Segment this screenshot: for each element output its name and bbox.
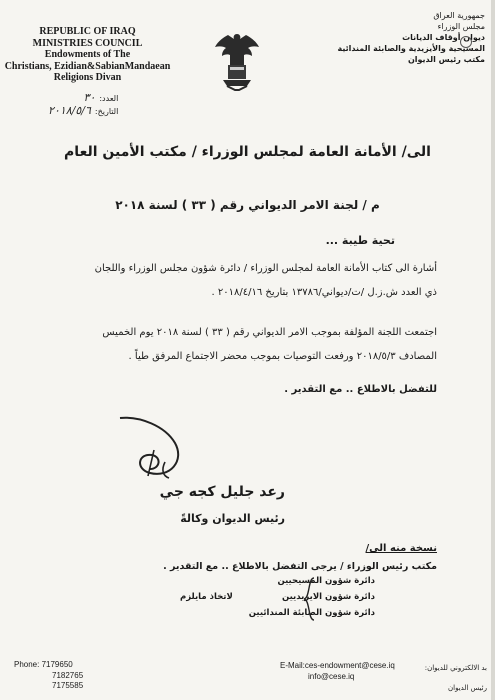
closing-line: للتفضل بالاطلاع .. مع التقدير . [284, 384, 437, 395]
handwritten-signature [110, 410, 190, 490]
letterhead-ar-line: جمهورية العراق [433, 11, 485, 20]
subject-line: م / لجنة الامر الديواني رقم ( ٣٣ ) لسنة ٢٠١٨ [115, 198, 380, 212]
paragraph-1-line-1: أشارة الى كتاب الأمانة العامة لمجلس الوزراء / دائرة شؤون مجلس الوزراء واللجان [94, 263, 437, 274]
letterhead-ar-line: مجلس الوزراء [437, 22, 485, 31]
copies-heading: نسخة منه الى/ [365, 543, 437, 554]
copy-recipient: دائرة شؤون المسيحيين [277, 576, 375, 586]
number-label: العدد: [99, 94, 119, 103]
letterhead-en-line: REPUBLIC OF IRAQ [39, 26, 136, 37]
letterhead-en-line: Religions Divan [53, 72, 122, 83]
phone-number: 7182765 [52, 670, 84, 680]
letterhead-en-line: Christians, Ezidian&SabianMandaean [4, 60, 171, 72]
iraq-eagle-emblem [213, 28, 261, 92]
letterhead-ar-line: مكتب رئيس الديوان [407, 55, 485, 64]
footer-phones [14, 660, 83, 692]
letterhead-ar-line: المسيحية والأيزيدية والصابئة المندائية [337, 44, 485, 53]
phone-number: Phone: 7179650 [14, 660, 73, 669]
letterhead-en-line: Endowments of The [44, 49, 131, 60]
arabic-letterhead [315, 10, 485, 65]
english-letterhead [0, 26, 175, 84]
signatory-name: رعد جليل كجه جي [159, 484, 285, 500]
letterhead-ar-line: ديوان أوقاف الديانات [402, 33, 485, 42]
footer-office: رئيس الديوان [448, 684, 487, 692]
copy-recipient: دائرة شؤون الصابئة المندائيين [248, 608, 375, 618]
addressee-line: الى/ الأمانة العامة لمجلس الوزراء / مكتب الأمين العام [64, 144, 431, 160]
paragraph-1-line-2: ذي العدد ش.ز.ل /ت/ديواني/١٣٧٨٦ بتاريخ ٢٠١٨/٤/١٦ . [211, 287, 437, 298]
page-edge [491, 0, 495, 700]
footer-arabic [377, 662, 487, 694]
number-value: ٣٠ [83, 91, 96, 104]
phone-number: 7175585 [52, 681, 84, 690]
punch-hole [460, 36, 472, 48]
date-label: التاريخ: [94, 107, 119, 116]
copy-recipient: دائرة شؤون الايزيديين [281, 592, 375, 602]
copy-recipient-main: مكتب رئيس الوزراء / يرجى التفضل بالاطلاع .. مع التقدير . [163, 561, 437, 572]
brace-bracket [302, 576, 316, 622]
action-note: لاتخاذ مايلزم [180, 592, 233, 602]
info-email: info@cese.iq [308, 672, 355, 681]
date-value: ٢٠١٨/٥/٦ [48, 104, 91, 117]
paragraph-2-line-2: المصادف ٢٠١٨/٥/٣ ورفعت التوصيات بموجب محضر الاجتماع المرفق طياً . [128, 351, 437, 362]
reference-block [48, 92, 118, 118]
greeting: تحية طيبة ... [325, 234, 395, 247]
email-address: E-Mail:ces-endowment@cese.iq [280, 661, 395, 670]
letterhead-en-line: MINISTRIES COUNCIL [32, 37, 143, 49]
footer-email-label: بد الالكتروني للديوان: [424, 664, 487, 672]
paragraph-2-line-1: اجتمعت اللجنة المؤلفة بموجب الامر الديواني رقم ( ٣٣ ) لسنة ٢٠١٨ يوم الخميس [102, 327, 437, 338]
signatory-title: رئيس الديوان وكالةً [180, 512, 285, 525]
